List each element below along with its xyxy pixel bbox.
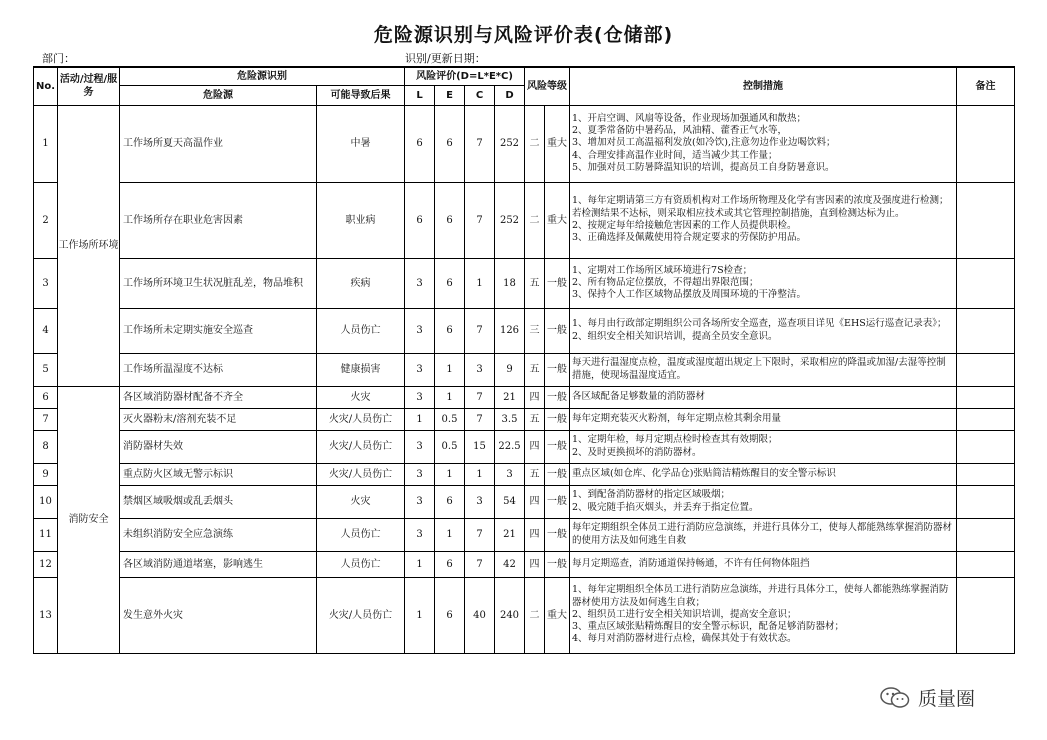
risk-E-cell: 1 xyxy=(435,518,465,551)
risk-level-cell: 一般 xyxy=(545,430,570,463)
hazard-cell: 工作场所存在职业危害因素 xyxy=(120,182,317,258)
risk-L-cell: 3 xyxy=(405,258,435,308)
risk-E-cell: 0.5 xyxy=(435,430,465,463)
measure-line: 2、组织员工进行安全相关知识培训，提高安全意识； xyxy=(572,608,797,620)
measure-line: 2、夏季常备防中暑药品，风油精、藿香正气水等， xyxy=(572,125,788,137)
table-row xyxy=(34,182,1015,258)
risk-level-cell: 一般 xyxy=(545,386,570,408)
control-measures-cell xyxy=(570,430,957,463)
risk-E-cell: 6 xyxy=(435,551,465,577)
measure-line: 1、定期对工作场所区域环境进行7S检查； xyxy=(572,264,753,276)
risk-C-cell: 15 xyxy=(465,430,495,463)
table-row xyxy=(34,105,1015,182)
header-C: C xyxy=(465,85,495,105)
row-no: 8 xyxy=(34,430,58,463)
row-no: 7 xyxy=(34,408,58,430)
risk-C-cell: 7 xyxy=(465,408,495,430)
measure-line: 各区域配备足够数量的消防器材 xyxy=(572,390,706,402)
risk-C-cell: 7 xyxy=(465,518,495,551)
risk-C-cell: 3 xyxy=(465,485,495,518)
risk-grade-cell: 五 xyxy=(525,353,545,386)
control-measures-cell xyxy=(570,386,957,408)
risk-L-cell: 6 xyxy=(405,182,435,258)
control-measures-cell xyxy=(570,485,957,518)
measure-line: 5、加强对员工防暑降温知识的培训，提高员工自身防暑意识。 xyxy=(572,161,835,173)
control-measures-cell xyxy=(570,463,957,485)
row-no: 5 xyxy=(34,353,58,386)
risk-grade-cell: 四 xyxy=(525,485,545,518)
risk-D-cell: 42 xyxy=(495,551,525,577)
risk-D-cell: 21 xyxy=(495,386,525,408)
risk-grade-cell: 二 xyxy=(525,182,545,258)
risk-D-cell: 252 xyxy=(495,182,525,258)
risk-C-cell: 7 xyxy=(465,551,495,577)
row-no: 11 xyxy=(34,518,58,551)
row-no: 6 xyxy=(34,386,58,408)
risk-E-cell: 6 xyxy=(435,258,465,308)
table-row xyxy=(34,386,1015,408)
hazard-cell: 工作场所未定期实施安全巡查 xyxy=(120,308,317,353)
header-E: E xyxy=(435,85,465,105)
measure-line: 2、所有物品定位摆放，不得超出界限范围； xyxy=(572,276,759,288)
risk-level-cell: 重大 xyxy=(545,105,570,182)
risk-D-cell: 252 xyxy=(495,105,525,182)
watermark xyxy=(880,684,975,711)
risk-D-cell: 3 xyxy=(495,463,525,485)
risk-L-cell: 3 xyxy=(405,386,435,408)
header-L: L xyxy=(405,85,435,105)
header-control-measures: 控制措施 xyxy=(570,67,957,105)
risk-E-cell: 1 xyxy=(435,386,465,408)
measure-line: 2、按规定每年给接触危害因素的工作人员提供职检。 xyxy=(572,220,797,231)
header-consequence: 可能导致后果 xyxy=(317,85,405,105)
control-measures-cell xyxy=(570,353,957,386)
risk-level-cell: 一般 xyxy=(545,485,570,518)
consequence-cell: 人员伤亡 xyxy=(317,551,405,577)
remark-cell xyxy=(957,353,1015,386)
remark-cell xyxy=(957,408,1015,430)
consequence-cell: 人员伤亡 xyxy=(317,308,405,353)
risk-E-cell: 6 xyxy=(435,182,465,258)
risk-D-cell: 3.5 xyxy=(495,408,525,430)
table-row xyxy=(34,430,1015,463)
risk-C-cell: 7 xyxy=(465,105,495,182)
wechat-icon xyxy=(880,687,910,709)
table-row xyxy=(34,518,1015,551)
risk-grade-cell: 五 xyxy=(525,258,545,308)
row-no: 12 xyxy=(34,551,58,577)
risk-L-cell: 1 xyxy=(405,408,435,430)
risk-D-cell: 240 xyxy=(495,577,525,653)
risk-D-cell: 54 xyxy=(495,485,525,518)
remark-cell xyxy=(957,105,1015,182)
hazard-cell: 禁烟区域吸烟或乱丢烟头 xyxy=(120,485,317,518)
risk-E-cell: 6 xyxy=(435,485,465,518)
consequence-cell: 健康损害 xyxy=(317,353,405,386)
measure-line: 1、每年定期组织全体员工进行消防应急演练，并进行具体分工，使每人都能熟练掌握消防器材使用方法及如何逃生自救； xyxy=(572,584,949,608)
table-row xyxy=(34,308,1015,353)
remark-cell xyxy=(957,551,1015,577)
risk-C-cell: 7 xyxy=(465,386,495,408)
risk-level-cell: 一般 xyxy=(545,308,570,353)
risk-level-cell: 一般 xyxy=(545,353,570,386)
measure-line: 1、开启空调、风扇等设备，作业现场加强通风和散热； xyxy=(572,112,807,124)
risk-grade-cell: 二 xyxy=(525,105,545,182)
risk-E-cell: 1 xyxy=(435,463,465,485)
risk-grade-cell: 四 xyxy=(525,430,545,463)
risk-grade-cell: 五 xyxy=(525,463,545,485)
risk-level-cell: 一般 xyxy=(545,551,570,577)
hazard-cell: 灭火器粉末/溶剂充装不足 xyxy=(120,408,317,430)
risk-E-cell: 1 xyxy=(435,353,465,386)
consequence-cell: 火灾 xyxy=(317,485,405,518)
measure-line: 每天进行温湿度点检，温度或湿度超出规定上下限时，采取相应的降温或加湿/去湿等控制措施，使现场温湿度适宜。 xyxy=(572,357,946,381)
risk-L-cell: 3 xyxy=(405,430,435,463)
hazard-cell: 工作场所温湿度不达标 xyxy=(120,353,317,386)
risk-grade-cell: 二 xyxy=(525,577,545,653)
measure-line: 2、及时更换损坏的消防器材。 xyxy=(572,446,702,458)
measure-line: 每年定期组织全体员工进行消防应急演练，并进行具体分工，使每人都能熟练掌握消防器材的使用方法及如何逃生自救 xyxy=(572,522,953,546)
hazard-cell: 各区域消防器材配备不齐全 xyxy=(120,386,317,408)
remark-cell xyxy=(957,258,1015,308)
hazard-cell: 工作场所环境卫生状况脏乱差，物品堆积 xyxy=(120,258,317,308)
consequence-cell: 人员伤亡 xyxy=(317,518,405,551)
table-row xyxy=(34,463,1015,485)
risk-C-cell: 7 xyxy=(465,308,495,353)
measure-line: 4、合理安排高温作业时间，适当减少其工作量； xyxy=(572,149,778,161)
header-no: No. xyxy=(34,67,58,105)
header-activity: 活动/过程/服务 xyxy=(58,67,120,105)
remark-cell xyxy=(957,386,1015,408)
table-row xyxy=(34,551,1015,577)
control-measures-cell xyxy=(570,518,957,551)
measure-line: 1、每年定期请第三方有资质机构对工作场所物理及化学有害因素的浓度及强度进行检测；若检测结果不达标，则采取相应技术或其它管理控制措施，直到检测达标为止。 xyxy=(572,195,949,219)
risk-level-cell: 重大 xyxy=(545,182,570,258)
row-no: 1 xyxy=(34,105,58,182)
table-row xyxy=(34,577,1015,653)
control-measures-cell xyxy=(570,258,957,308)
table-row xyxy=(34,353,1015,386)
consequence-cell: 火灾 xyxy=(317,386,405,408)
risk-C-cell: 3 xyxy=(465,353,495,386)
risk-L-cell: 3 xyxy=(405,353,435,386)
risk-grade-cell: 三 xyxy=(525,308,545,353)
measure-line: 重点区域(如仓库、化学品仓)张贴简洁精炼醒目的安全警示标识 xyxy=(572,467,836,479)
risk-D-cell: 22.5 xyxy=(495,430,525,463)
measure-line: 3、重点区域张贴精炼醒目的安全警示标识，配备足够消防器材； xyxy=(572,621,845,633)
page-title: 危险源识别与风险评价表(仓储部) xyxy=(373,24,674,46)
remark-cell xyxy=(957,577,1015,653)
row-no: 9 xyxy=(34,463,58,485)
risk-grade-cell: 四 xyxy=(525,551,545,577)
remark-cell xyxy=(957,518,1015,551)
header-risk-level: 风险等级 xyxy=(525,67,570,105)
risk-D-cell: 21 xyxy=(495,518,525,551)
hazard-cell: 工作场所夏天高温作业 xyxy=(120,105,317,182)
consequence-cell: 火灾/人员伤亡 xyxy=(317,408,405,430)
risk-E-cell: 6 xyxy=(435,308,465,353)
consequence-cell: 疾病 xyxy=(317,258,405,308)
consequence-cell: 火灾/人员伤亡 xyxy=(317,463,405,485)
risk-grade-cell: 五 xyxy=(525,408,545,430)
consequence-cell: 火灾/人员伤亡 xyxy=(317,577,405,653)
measure-line: 3、保持个人工作区域物品摆放及周围环境的干净整洁。 xyxy=(572,289,807,301)
risk-D-cell: 9 xyxy=(495,353,525,386)
risk-grade-cell: 四 xyxy=(525,386,545,408)
header-remark: 备注 xyxy=(957,67,1015,105)
control-measures-cell xyxy=(570,551,957,577)
remark-cell xyxy=(957,485,1015,518)
row-no: 10 xyxy=(34,485,58,518)
measure-line: 3、增加对员工高温福利发放(如冷饮),注意勿边作业边喝饮料； xyxy=(572,137,836,149)
risk-D-cell: 18 xyxy=(495,258,525,308)
consequence-cell: 火灾/人员伤亡 xyxy=(317,430,405,463)
hazard-cell: 消防器材失效 xyxy=(120,430,317,463)
risk-L-cell: 1 xyxy=(405,551,435,577)
header-risk-evaluation: 风险评价(D=L*E*C) xyxy=(405,67,525,85)
risk-level-cell: 一般 xyxy=(545,258,570,308)
risk-C-cell: 7 xyxy=(465,182,495,258)
measure-line: 3、正确选择及佩戴使用符合规定要求的劳保防护用品。 xyxy=(572,232,807,244)
risk-C-cell: 1 xyxy=(465,258,495,308)
remark-cell xyxy=(957,430,1015,463)
control-measures-cell xyxy=(570,408,957,430)
row-no: 4 xyxy=(34,308,58,353)
row-no: 13 xyxy=(34,577,58,653)
measure-line: 每月定期巡查，消防通道保持畅通，不许有任何物体阻挡 xyxy=(572,557,810,569)
activity-group: 工作场所环境 xyxy=(58,105,120,386)
risk-assessment-table xyxy=(33,66,1015,654)
hazard-cell: 各区域消防通道堵塞，影响逃生 xyxy=(120,551,317,577)
hazard-cell: 未组织消防安全应急演练 xyxy=(120,518,317,551)
activity-group: 消防安全 xyxy=(58,386,120,653)
risk-L-cell: 3 xyxy=(405,518,435,551)
remark-cell xyxy=(957,463,1015,485)
risk-E-cell: 6 xyxy=(435,577,465,653)
risk-C-cell: 40 xyxy=(465,577,495,653)
watermark-text: 质量圈 xyxy=(918,688,976,710)
row-no: 2 xyxy=(34,182,58,258)
measure-line: 1、到配备消防器材的指定区域吸烟； xyxy=(572,489,731,501)
risk-E-cell: 0.5 xyxy=(435,408,465,430)
risk-level-cell: 重大 xyxy=(545,577,570,653)
control-measures-cell xyxy=(570,308,957,353)
risk-L-cell: 3 xyxy=(405,485,435,518)
control-measures-cell xyxy=(570,182,957,258)
consequence-cell: 中暑 xyxy=(317,105,405,182)
update-date-label: 识别/更新日期： xyxy=(405,52,486,65)
table-body xyxy=(34,105,1015,653)
risk-L-cell: 3 xyxy=(405,308,435,353)
hazard-cell: 发生意外火灾 xyxy=(120,577,317,653)
measure-line: 1、定期年检，每月定期点检时检查其有效期限； xyxy=(572,434,778,446)
table-row xyxy=(34,258,1015,308)
table-row xyxy=(34,408,1015,430)
consequence-cell: 职业病 xyxy=(317,182,405,258)
row-no: 3 xyxy=(34,258,58,308)
measure-line: 2、组织安全相关知识培训，提高全员安全意识。 xyxy=(572,330,778,342)
risk-L-cell: 1 xyxy=(405,577,435,653)
risk-D-cell: 126 xyxy=(495,308,525,353)
risk-L-cell: 3 xyxy=(405,463,435,485)
control-measures-cell xyxy=(570,577,957,653)
department-label: 部门： xyxy=(42,52,75,65)
measure-line: 2、吸完随手掐灭烟头，并丢弃于指定位置。 xyxy=(572,501,759,513)
measure-line: 每年定期充装灭火粉剂，每年定期点检其剩余用量 xyxy=(572,412,782,424)
header-hazard: 危险源 xyxy=(120,85,317,105)
risk-level-cell: 一般 xyxy=(545,518,570,551)
control-measures-cell xyxy=(570,105,957,182)
measure-line: 1、每月由行政部定期组织公司各场所安全巡查，巡查项目详见《EHS运行巡查记录表》； xyxy=(572,318,947,330)
table-row xyxy=(34,485,1015,518)
remark-cell xyxy=(957,308,1015,353)
header-hazard-identification: 危险源识别 xyxy=(120,67,405,85)
hazard-cell: 重点防火区域无警示标识 xyxy=(120,463,317,485)
header-D: D xyxy=(495,85,525,105)
risk-E-cell: 6 xyxy=(435,105,465,182)
risk-grade-cell: 四 xyxy=(525,518,545,551)
measure-line: 4、每月对消防器材进行点检，确保其处于有效状态。 xyxy=(572,633,797,645)
risk-level-cell: 一般 xyxy=(545,408,570,430)
risk-level-cell: 一般 xyxy=(545,463,570,485)
remark-cell xyxy=(957,182,1015,258)
risk-C-cell: 1 xyxy=(465,463,495,485)
risk-L-cell: 6 xyxy=(405,105,435,182)
